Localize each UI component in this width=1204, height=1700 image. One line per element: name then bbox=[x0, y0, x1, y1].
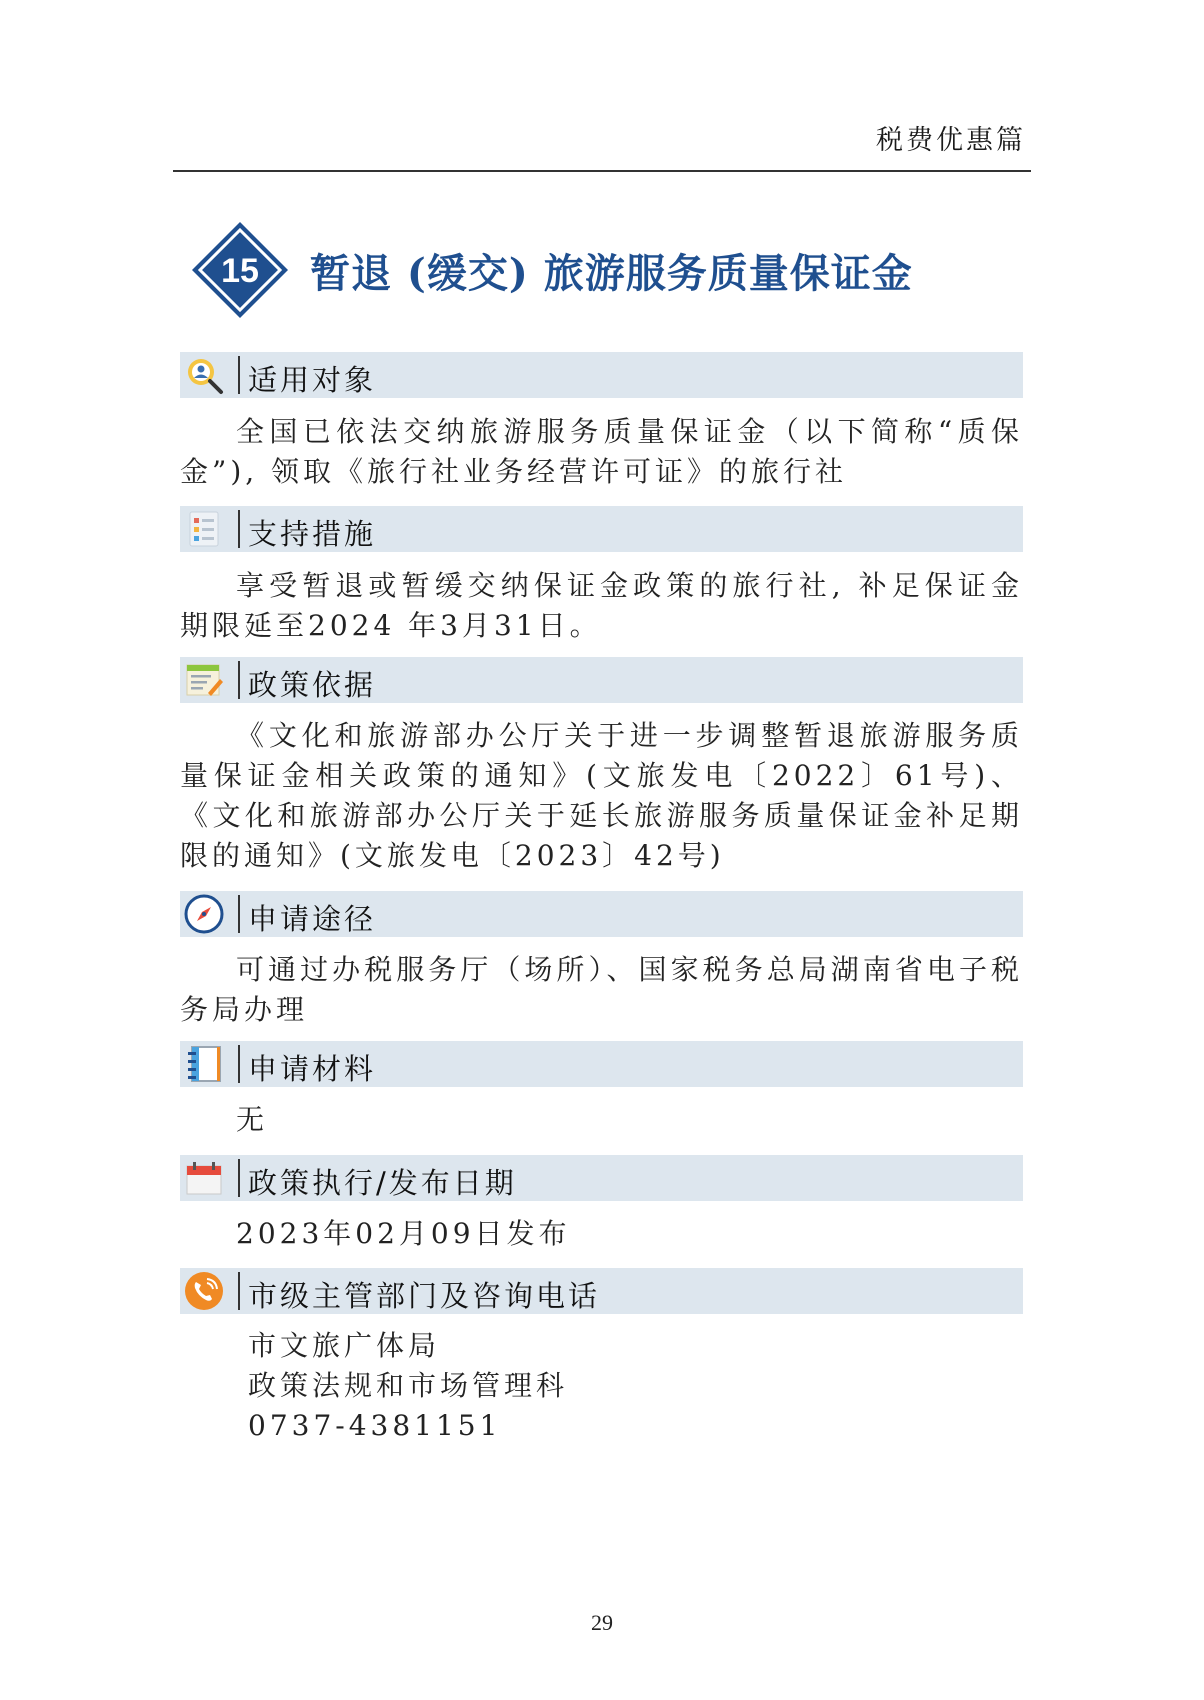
checklist-icon bbox=[184, 509, 224, 549]
section-text-contact bbox=[180, 1326, 1023, 1446]
compass-icon bbox=[184, 894, 224, 934]
section-label: 支持措施 bbox=[248, 517, 377, 551]
calendar-icon bbox=[184, 1158, 224, 1198]
item-number-badge bbox=[190, 220, 290, 320]
section-text-basis: 《文化和旅游部办公厅关于进一步调整暂退旅游服务质量保证金相关政策的通知》(文旅发电〔2022〕61号)、《文化和旅游部办公厅关于延长旅游服务质量保证金补足期限的通知》(文旅发电〔2023〕42号) bbox=[180, 719, 1023, 872]
section-divider bbox=[238, 356, 240, 394]
section-label: 申请途径 bbox=[248, 902, 377, 936]
contact-phone: 0737-4381151 bbox=[248, 1409, 502, 1442]
section-text-measures: 享受暂退或暂缓交纳保证金政策的旅行社, 补足保证金期限延至2024 年3月31日。 bbox=[180, 569, 1023, 642]
section-divider bbox=[238, 1159, 240, 1197]
section-text-applicable: 全国已依法交纳旅游服务质量保证金（以下简称“质保金”), 领取《旅行社业务经营许可证》的旅行社 bbox=[180, 415, 1023, 488]
section-divider bbox=[238, 1272, 240, 1310]
document-pen-icon bbox=[184, 660, 224, 700]
section-label: 政策依据 bbox=[248, 668, 377, 702]
section-text-materials: 无 bbox=[236, 1103, 269, 1136]
section-label: 适用对象 bbox=[248, 363, 377, 397]
section-divider bbox=[238, 510, 240, 548]
section-header-contact bbox=[180, 1268, 1023, 1314]
item-title: 暂退 (缓交) 旅游服务质量保证金 bbox=[310, 250, 913, 297]
section-header-measures bbox=[180, 506, 1023, 552]
header-category: 税费优惠篇 bbox=[876, 125, 1026, 156]
notebook-icon bbox=[184, 1044, 224, 1084]
section-divider bbox=[238, 661, 240, 699]
page-number: 29 bbox=[591, 1610, 613, 1635]
section-divider bbox=[238, 1045, 240, 1083]
section-header-date bbox=[180, 1155, 1023, 1201]
header-rule bbox=[173, 170, 1031, 172]
contact-department: 市文旅广体局 bbox=[248, 1329, 441, 1362]
section-text-date: 2023年02月09日发布 bbox=[236, 1217, 571, 1250]
section-label: 申请材料 bbox=[248, 1052, 377, 1086]
section-header-applicable bbox=[180, 352, 1023, 398]
section-header-channels bbox=[180, 891, 1023, 937]
section-header-basis bbox=[180, 657, 1023, 703]
section-divider bbox=[238, 895, 240, 933]
person-search-icon bbox=[184, 355, 224, 395]
section-label: 市级主管部门及咨询电话 bbox=[248, 1279, 601, 1313]
phone-icon bbox=[184, 1271, 224, 1311]
item-number: 15 bbox=[221, 252, 259, 290]
contact-office: 政策法规和市场管理科 bbox=[248, 1369, 569, 1402]
section-header-materials bbox=[180, 1041, 1023, 1087]
section-text-channels: 可通过办税服务厅（场所）、国家税务总局湖南省电子税务局办理 bbox=[180, 953, 1023, 1026]
section-label: 政策执行/发布日期 bbox=[248, 1166, 517, 1200]
